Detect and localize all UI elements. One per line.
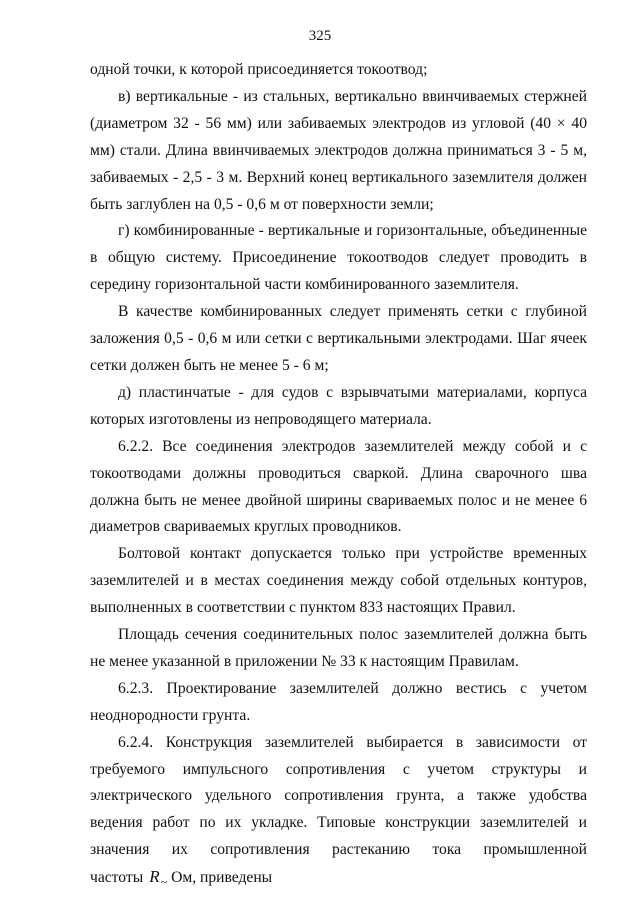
resistance-symbol: R bbox=[149, 867, 160, 887]
paragraph: в) вертикальные - из стальных, вертикально ввинчиваемых стержней (диаметром 32 - 56 мм) или забиваемых электродов из угловой (40 × 40 мм) стали. Длина ввинчиваемых электродов должна приниматься 3 - 5 м, забиваемых - 2,5 - 3 м. Верхний конец вертикального заземлителя должен быть заглублен на 0,5 - 0,6 м от поверхности земли; bbox=[90, 87, 587, 213]
page-number: 325 bbox=[308, 28, 332, 44]
body-text bbox=[90, 57, 587, 892]
paragraph: г) комбинированные - вертикальные и горизонтальные, объединенные в общую систему. Присоединение токоотводов следует проводить в середину горизонтальной части комбинированного заземлителя. bbox=[90, 222, 587, 294]
paragraph-text: 6.2.4. Конструкция заземлителей выбирается в зависимости от требуемого импульсного сопротивления с учетом структуры и электрического удельного сопротивления грунта, а также удобства ведения работ по их укладке. Типовые конструкции заземлителей и значения их сопротивления растеканию тока промышленной частоты bbox=[90, 733, 587, 887]
paragraph: Болтовой контакт допускается только при устройстве временных заземлителей и в местах соединения между собой отдельных контуров, выполненных в соответствии с пунктом 833 настоящих Правил. bbox=[90, 545, 587, 617]
paragraph-text-end: Ом, приведены bbox=[171, 869, 273, 887]
resistance-subscript: ~ bbox=[160, 875, 168, 890]
paragraph: 6.2.2. Все соединения электродов заземлителей между собой и с токоотводами должны проводиться сваркой. Длина сварочного шва должна быть не менее двойной ширины свариваемых полос и не менее 6 диаметров свариваемых круглых проводников. bbox=[90, 437, 587, 536]
paragraph-last bbox=[90, 730, 587, 892]
paragraph: одной точки, к которой присоединяется токоотвод; bbox=[90, 61, 428, 78]
paragraph: В качестве комбинированных следует применять сетки с глубиной заложения 0,5 - 0,6 м или сетки с вертикальными электродами. Шаг ячеек сетки должен быть не менее 5 - 6 м; bbox=[90, 303, 587, 374]
paragraph: Площадь сечения соединительных полос заземлителей должна быть не менее указанной в приложении № 33 к настоящим Правилам. bbox=[90, 626, 587, 670]
paragraph: 6.2.3. Проектирование заземлителей должно вестись с учетом неоднородности грунта. bbox=[90, 679, 587, 724]
paragraph: д) пластинчатые - для судов с взрывчатыми материалами, корпуса которых изготовлены из непроводящего материала. bbox=[90, 383, 587, 428]
